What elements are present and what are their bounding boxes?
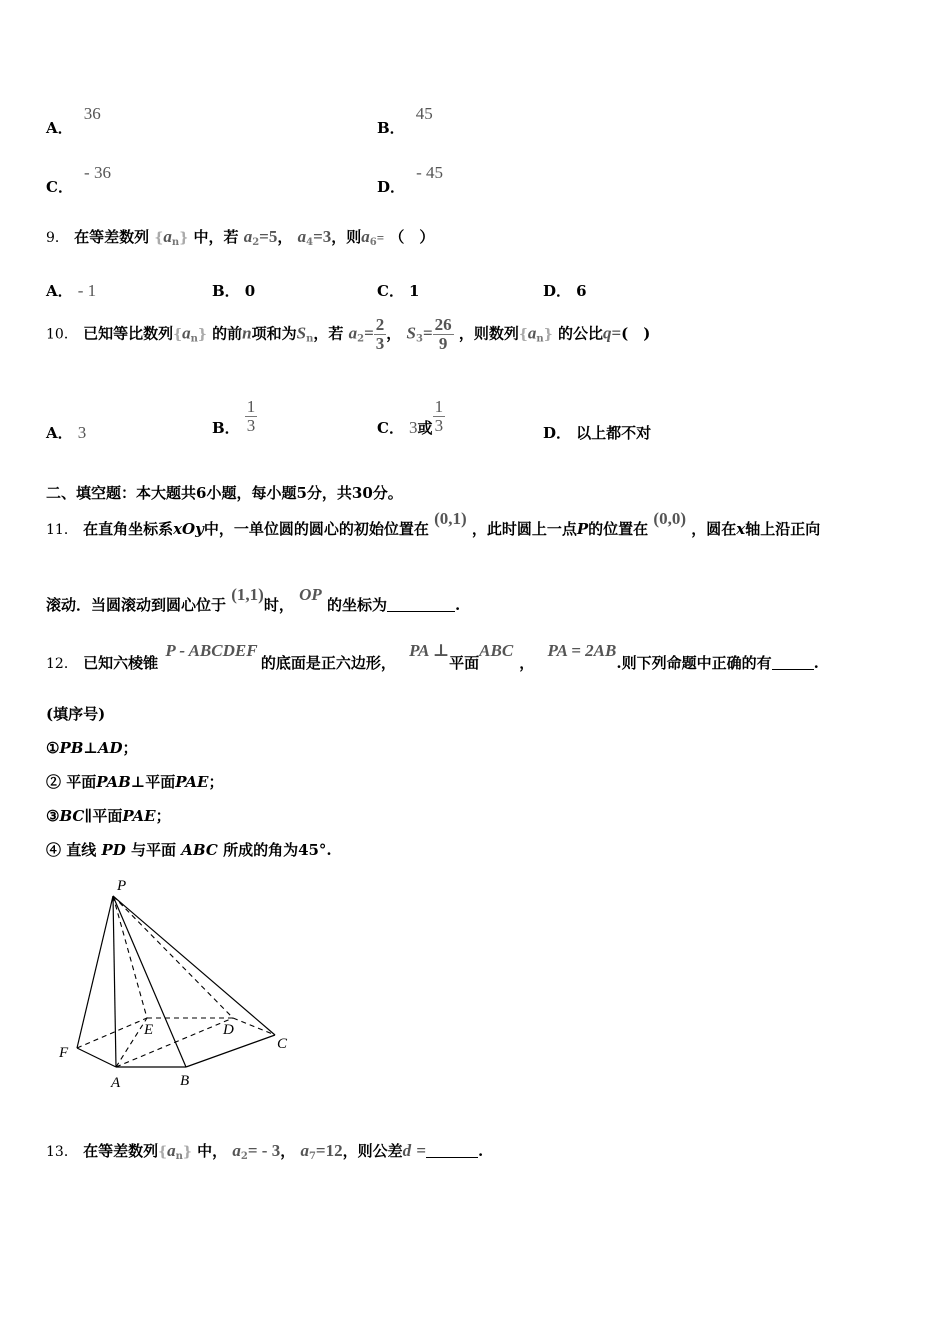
question-number: 13． xyxy=(46,1144,78,1160)
option-label: A． xyxy=(46,119,73,137)
s3-sub: 3 xyxy=(416,333,423,345)
q12-text-3: 平面 xyxy=(449,654,480,672)
period: . xyxy=(455,596,461,614)
q10-option-b xyxy=(212,398,257,435)
a2-sub: 2 xyxy=(240,1151,248,1162)
pa-perp: PA ⊥ xyxy=(409,641,450,660)
cond1-sub: 2 xyxy=(252,237,260,248)
frac-num: 26 xyxy=(434,315,452,334)
cond1-val: =5 xyxy=(259,227,278,246)
q10-option-c xyxy=(377,398,445,435)
edge-pd xyxy=(113,896,233,1018)
q12-item-1 xyxy=(46,737,138,758)
edge-pa xyxy=(113,896,116,1067)
edge-fe xyxy=(77,1018,147,1048)
seq-brace-close: } xyxy=(197,326,207,343)
item-tail: 所成的角为45°. xyxy=(223,841,332,859)
frac-den: 9 xyxy=(438,334,448,353)
item-b: PAE xyxy=(175,773,209,791)
frac-num: 1 xyxy=(434,397,444,416)
frac-den: 3 xyxy=(246,416,256,435)
a7-val: =12 xyxy=(315,1141,343,1160)
item-a: PB xyxy=(59,739,84,757)
pa-relation: PA = 2AB xyxy=(547,641,617,660)
vertex-label-e: E xyxy=(144,1022,154,1038)
q9-option-b xyxy=(212,280,255,301)
vertex-label-d: D xyxy=(223,1022,234,1038)
item-mark: ③ xyxy=(46,807,60,825)
vertex-label-p: P xyxy=(117,878,127,894)
option-label: D． xyxy=(377,178,406,196)
q12-item-2 xyxy=(46,771,223,792)
item-mark: ① xyxy=(46,739,60,757)
option-label: C． xyxy=(46,178,73,196)
option-value: 0 xyxy=(244,282,256,300)
q8-option-c xyxy=(46,162,111,196)
edge-bc xyxy=(186,1035,275,1067)
q12-stem xyxy=(46,640,819,672)
cond3-sub: 6 xyxy=(369,237,377,248)
q11-text-1: 在直角坐标系 xyxy=(83,520,174,538)
cond2-var: a xyxy=(297,227,307,246)
answer-blank[interactable] xyxy=(387,597,455,612)
edge-fa xyxy=(77,1048,116,1067)
q13-text-3: ，则公差 xyxy=(342,1142,403,1160)
option-label: B． xyxy=(212,419,240,437)
item-tail: ； xyxy=(155,807,171,825)
seq-brace: { xyxy=(518,326,528,343)
item-b: PAE xyxy=(122,807,156,825)
fraction xyxy=(433,316,454,353)
item-b: AD xyxy=(97,739,123,757)
vertex-label-b: B xyxy=(180,1073,190,1089)
d-var: d xyxy=(402,1141,412,1160)
item-op: ⊥ xyxy=(130,773,146,791)
answer-paren: ( ) xyxy=(621,324,651,343)
answer-blank[interactable] xyxy=(772,655,814,670)
seq-var: a xyxy=(167,1141,176,1160)
q12-item-4 xyxy=(46,839,332,860)
q9-option-d xyxy=(543,280,587,301)
item-tail: ； xyxy=(208,773,224,791)
option-value: - 1 xyxy=(77,281,97,300)
q13-stem xyxy=(46,1140,483,1162)
seq-var: a xyxy=(163,227,172,246)
option-value: 3 xyxy=(77,423,87,442)
option-label: A． xyxy=(46,424,73,442)
q12-text-2: 的底面是正六边形， xyxy=(260,654,396,672)
q10-text-6: 的公比 xyxy=(557,324,603,343)
option-label: D． xyxy=(543,424,572,442)
option-label: B． xyxy=(212,282,240,300)
edge-pb xyxy=(113,896,186,1067)
edge-ae xyxy=(116,1018,147,1067)
sum-var: S xyxy=(296,323,307,343)
vector-op: OP xyxy=(299,585,322,604)
frac-num: 2 xyxy=(375,315,385,334)
fraction xyxy=(374,316,387,353)
coord-system: xOy xyxy=(173,520,204,538)
cond2-val: =3 xyxy=(313,227,332,246)
question-number: 11． xyxy=(46,522,78,538)
section-heading: 二、填空题：本大题共6小题，每小题5分，共30分。 xyxy=(46,484,403,502)
point-initial-center: (0,1) xyxy=(434,509,467,528)
q9-option-a xyxy=(46,280,96,301)
sum-sub: n xyxy=(306,333,314,345)
seq-sub: n xyxy=(171,237,180,248)
a2-sub: 2 xyxy=(357,333,365,345)
fraction xyxy=(245,398,258,435)
ratio-var: q xyxy=(602,323,612,343)
q11-text-8: 时， xyxy=(263,596,294,614)
cond1-var: a xyxy=(243,227,253,246)
question-number: 10． xyxy=(46,326,78,343)
item-mid: 平面 xyxy=(145,773,176,791)
q9-option-c xyxy=(377,280,419,301)
item-pre: 直线 xyxy=(66,841,97,859)
option-value: 45 xyxy=(415,104,433,123)
x-axis-var: x xyxy=(736,520,746,538)
cond2-sub: 4 xyxy=(306,237,314,248)
seq-brace: { xyxy=(173,326,183,343)
s3-var: S xyxy=(406,323,416,343)
q11-text-5: ，圆在 xyxy=(691,520,737,538)
plane-abc: ABC xyxy=(479,641,514,660)
vertex-label-c: C xyxy=(277,1036,288,1052)
q12-text-4: .则下列命题中正确的有 xyxy=(616,654,772,672)
edge-pf xyxy=(77,896,113,1048)
seq-var: a xyxy=(182,323,191,343)
option-label: C． xyxy=(377,419,404,437)
q10-option-d xyxy=(543,422,651,443)
period: . xyxy=(813,654,819,672)
q10-stem xyxy=(46,316,650,353)
a2-var: a xyxy=(232,1141,241,1160)
n-var: n xyxy=(242,323,252,343)
sep: ， xyxy=(519,654,535,672)
option-value: 以上都不对 xyxy=(576,424,652,442)
option-value: 3 xyxy=(409,418,418,437)
option-value: 1 xyxy=(409,282,420,300)
frac-num: 1 xyxy=(246,397,256,416)
item-tail: ； xyxy=(122,739,138,757)
seq-brace: { xyxy=(158,1144,168,1160)
q8-option-a xyxy=(46,103,101,137)
answer-blank[interactable] xyxy=(426,1143,478,1158)
q10-text-3: 项和为 xyxy=(251,324,297,343)
fraction xyxy=(433,398,446,435)
answer-paren: （ ） xyxy=(389,228,435,246)
eq: = xyxy=(364,323,374,343)
option-label: C． xyxy=(377,282,404,300)
q9-text-1: 在等差数列 xyxy=(74,228,150,246)
point-p: P xyxy=(576,520,589,538)
item-op: ⊥ xyxy=(83,739,98,757)
seq-brace-close: } xyxy=(543,326,553,343)
seq-sub: n xyxy=(175,1151,183,1162)
pyramid-name: P - ABCDEF xyxy=(165,641,258,660)
frac-den: 3 xyxy=(434,416,444,435)
vertex-label-f: F xyxy=(59,1045,69,1061)
option-label: B． xyxy=(377,119,405,137)
item-mid: 平面 xyxy=(92,807,123,825)
item-a: PD xyxy=(101,841,126,859)
cond3-var: a xyxy=(361,227,370,246)
seq-brace-close: } xyxy=(179,230,189,246)
a7-sub: 7 xyxy=(308,1151,316,1162)
edge-pc xyxy=(113,896,275,1035)
q11-text-4: 的位置在 xyxy=(588,520,649,538)
option-value: 6 xyxy=(576,282,587,300)
item-mark: ② xyxy=(46,773,62,791)
q10-text-1: 已知等比数列 xyxy=(83,324,174,343)
point-final-center: (1,1) xyxy=(231,585,264,604)
item-op: ∥ xyxy=(84,807,93,825)
option-label: A． xyxy=(46,282,73,300)
q11-line-1 xyxy=(46,508,821,538)
period: . xyxy=(478,1142,484,1160)
sep: ， xyxy=(386,324,402,343)
q11-text-7: 滚动．当圆滚动到圆心位于 xyxy=(46,596,227,614)
q9-stem xyxy=(46,226,434,248)
seq-var: a xyxy=(527,323,537,343)
question-number: 9． xyxy=(46,230,69,246)
vertex-label-a: A xyxy=(111,1075,121,1091)
q12-item-3 xyxy=(46,805,171,826)
a2-val: = - 3 xyxy=(247,1141,281,1160)
edge-pe xyxy=(113,896,147,1018)
a2-var: a xyxy=(348,323,358,343)
seq-sub: n xyxy=(190,333,198,345)
question-number: 12． xyxy=(46,656,78,672)
q8-option-b xyxy=(377,103,433,137)
q13-text-1: 在等差数列 xyxy=(83,1142,159,1160)
item-mark: ④ xyxy=(46,841,62,859)
item-a: PAB xyxy=(96,773,131,791)
q8-option-d xyxy=(377,162,444,196)
q10-text-2: 的前 xyxy=(212,324,243,343)
pyramid-figure xyxy=(50,872,300,1092)
cond3-eq: = xyxy=(376,230,385,245)
seq-sub: n xyxy=(536,333,544,345)
seq-brace: { xyxy=(154,230,164,246)
q9-text-2: 中，若 xyxy=(193,228,239,246)
option-value: - 45 xyxy=(416,163,444,182)
item-mid: 与平面 xyxy=(131,841,177,859)
q13-text-2: 中， xyxy=(197,1142,228,1160)
q10-text-5: ，则数列 xyxy=(458,324,519,343)
or-text: 或 xyxy=(417,419,433,437)
a7-var: a xyxy=(300,1141,309,1160)
item-a: BC xyxy=(59,807,85,825)
seq-brace-close: } xyxy=(182,1144,192,1160)
q11-text-2: 中，一单位圆的圆心的初始位置在 xyxy=(203,520,429,538)
edge-dc xyxy=(233,1018,275,1035)
q11-text-3: ，此时圆上一点 xyxy=(471,520,577,538)
point-initial-p: (0,0) xyxy=(653,509,686,528)
edge-ad xyxy=(116,1018,233,1067)
q11-text-9: 的坐标为 xyxy=(326,596,387,614)
q10-option-a xyxy=(46,422,86,443)
option-value: - 36 xyxy=(84,163,111,182)
q10-text-4: ，若 xyxy=(313,324,344,343)
sep: ， xyxy=(277,228,293,246)
q11-text-6: 轴上沿正向 xyxy=(745,520,821,538)
option-value: 36 xyxy=(83,104,101,123)
q9-text-3: ，则 xyxy=(331,228,362,246)
eq: = xyxy=(422,323,433,343)
frac-den: 3 xyxy=(375,334,385,353)
d-eq: = xyxy=(416,1141,427,1160)
sep: ， xyxy=(280,1142,296,1160)
item-pre: 平面 xyxy=(66,773,97,791)
option-label: D． xyxy=(543,282,572,300)
ratio-eq: = xyxy=(611,323,622,343)
item-b: ABC xyxy=(181,841,218,859)
q12-note: (填序号) xyxy=(46,705,106,723)
q12-text-1: 已知六棱锥 xyxy=(83,654,159,672)
q11-line-2 xyxy=(46,584,461,614)
